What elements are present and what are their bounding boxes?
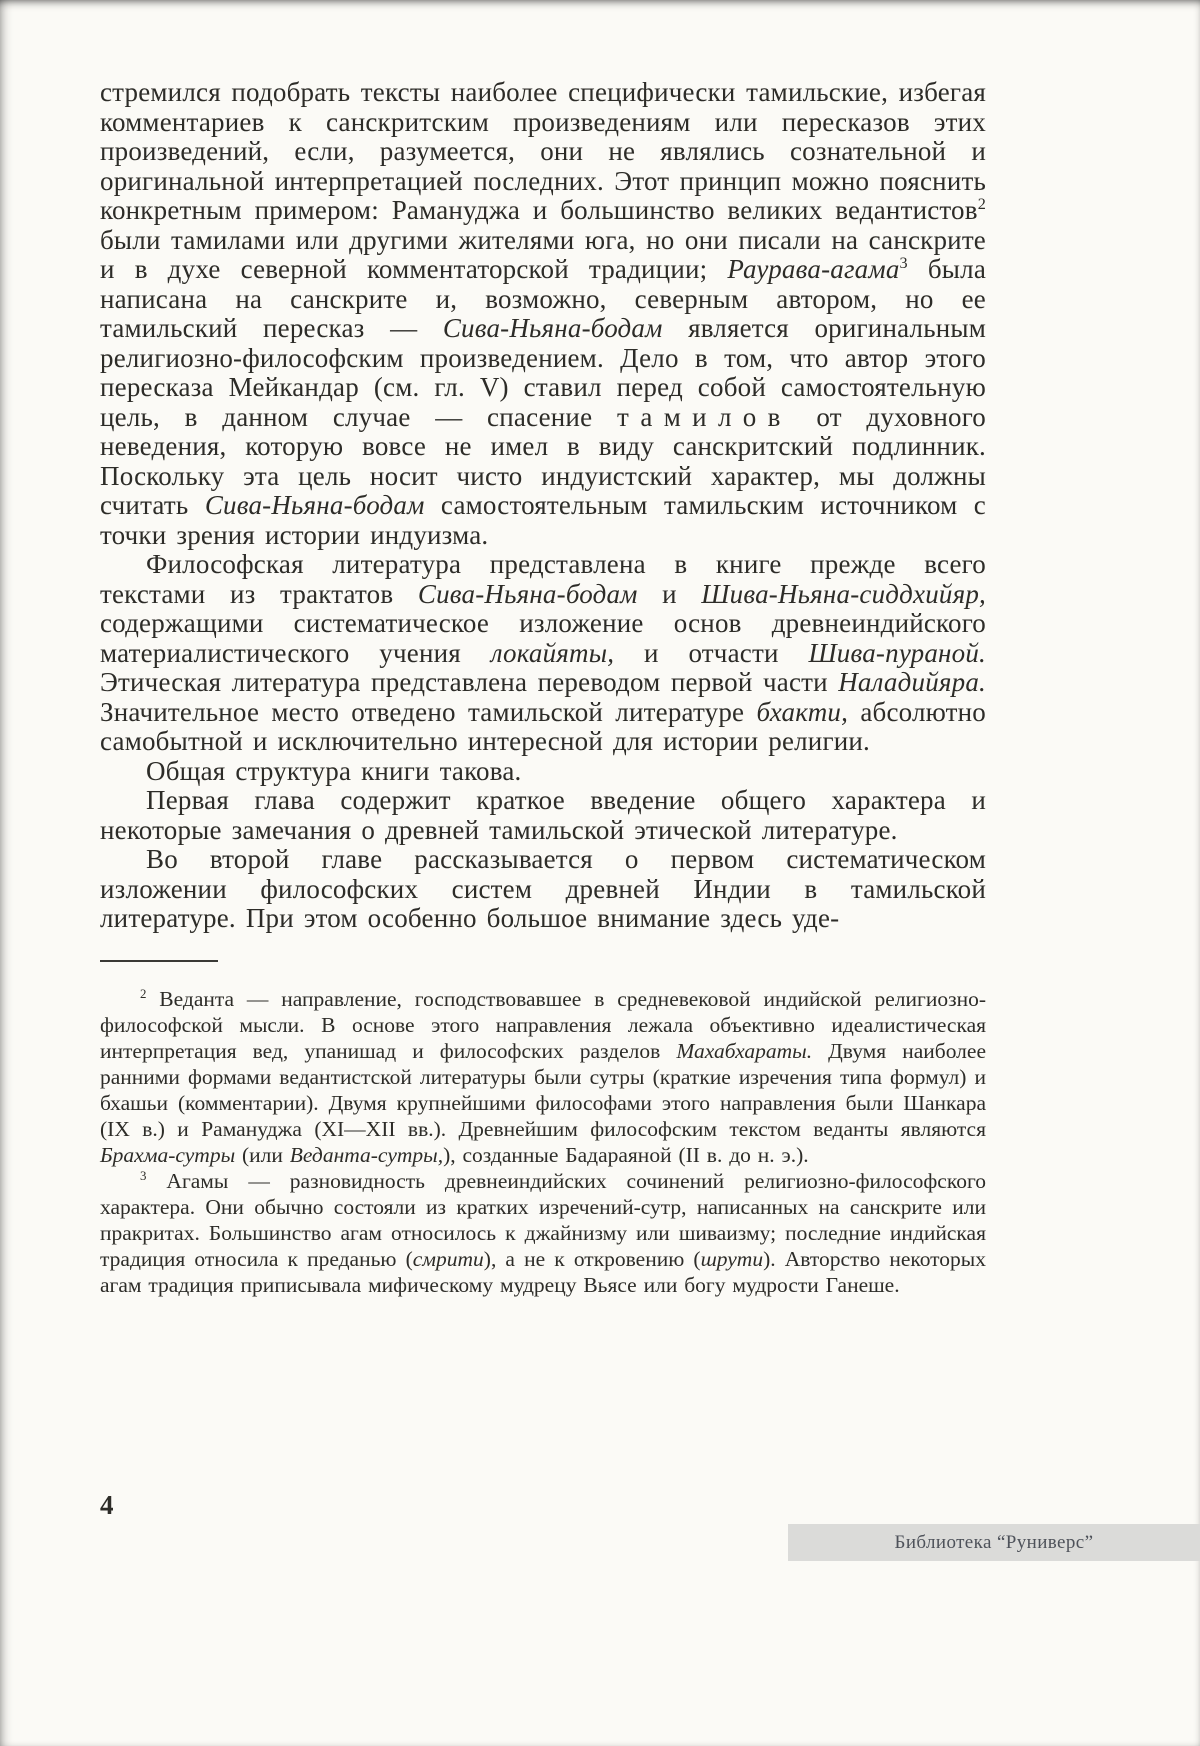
italic-text: Раурава-агама: [727, 254, 900, 284]
footnote-separator: [100, 960, 218, 962]
page-number: 4: [100, 1490, 114, 1520]
text-run: является оригинальным религиозно-философским произведением. Дело в том, что автор этого пересказа Мейкандар (см. гл. V) ставил перед собой самостоятельную цель, в данном случае — спасение: [100, 313, 986, 432]
main-text: [100, 78, 986, 934]
paragraph: [100, 845, 986, 934]
footnote-marker: 2: [140, 986, 147, 1001]
watermark-strip: [788, 1524, 1200, 1561]
footnote-ref: 3: [899, 254, 908, 272]
text-run: Философская литература представлена в книге прежде всего текстами из трактатов: [100, 549, 986, 609]
text-run: и отчасти: [614, 637, 809, 668]
text-run: стремился подобрать тексты наиболее специфически тамильские, избегая комментариев к санскритским произведениям или пересказов этих произведений, если, разумеется, они не являлись сознательной и оригинальной интерпретацией последних. Этот принцип можно пояснить конкретным примером: Рамануджа и большинство великих ведантистов: [100, 77, 986, 225]
text-run: и: [637, 578, 702, 609]
text-run: была написана на санскрите и, возможно, северным автором, но ее тамильский пересказ —: [100, 254, 987, 343]
text-run: Веданта — направление, господствовавшее в средневековой индийской религиозно-философской мысли. В основе этого направления лежала объективно идеалистическая интерпретация вед, упанишад и философских разделов: [100, 986, 986, 1063]
italic-text: Сива-Ньяна-бодам: [442, 313, 663, 343]
italic-text: шрути: [700, 1246, 764, 1271]
letterspaced-text: тамилов: [616, 401, 792, 432]
text-run: абсолютно самобытной и исключительно интересной для истории религии.: [100, 696, 987, 756]
italic-text: Сива-Ньяна-бодам: [204, 490, 425, 520]
italic-text: Веданта-сутры,: [289, 1142, 444, 1167]
footnotes: [100, 986, 986, 1298]
italic-text: Сива-Ньяна-бодам: [417, 578, 638, 609]
paragraph: [100, 786, 986, 845]
italic-text: Наладийяра.: [838, 667, 986, 697]
text-column: [100, 78, 986, 1298]
text-run: самостоятельным тамильским источником с точки зрения истории индуизма.: [100, 490, 986, 550]
text-run: Этическая литература представлена переводом первой части: [100, 667, 839, 697]
italic-text: Шива-Ньяна-сиддхийяр,: [701, 578, 986, 609]
text-run: Во второй главе рассказывается о первом систематическом изложении философских систем древней Индии в тамильской литературе. При этом особенно большое внимание здесь уде-: [100, 844, 986, 933]
footnote: [100, 986, 986, 1168]
italic-text: Брахма-сутры: [100, 1142, 236, 1167]
text-run: содержащими систематическое изложение основ древнеиндийского материалистического учения: [100, 608, 986, 668]
text-run: были тамилами или другими жителями юга, но они писали на санскрите и в духе северной комментаторской традиции;: [100, 224, 986, 284]
text-run: (или: [235, 1142, 290, 1167]
italic-text: Махабхараты.: [676, 1038, 813, 1063]
footnote: [100, 1168, 986, 1298]
text-run: ). Авторство некоторых агам традиция приписывала мифическому мудрецу Вьясе или богу мудрости Ганеше.: [100, 1246, 986, 1297]
text-run: Агамы — разновидность древнеиндийских сочинений религиозно-философского характера. Они обычно состояли из кратких изречений-сутр, написанных на санскрите или пракритах. Большинство агам относилось к джайнизму или шиваизму; последние индийская традиция относила к преданью (: [100, 1168, 986, 1271]
italic-text: бхакти,: [756, 696, 849, 727]
text-run: Значительное место отведено тамильской литературе: [100, 696, 757, 727]
text-run: от духовного неведения, которую вовсе не имел в виду санскритский подлинник. Поскольку эта цель носит чисто индуистский характер, мы должны считать: [100, 401, 986, 520]
text-run: Общая структура книги такова.: [146, 755, 522, 786]
text-run: ), созданные Бадараяной (II в. до н. э.).: [443, 1142, 809, 1167]
italic-text: смрити: [412, 1246, 484, 1271]
paragraph: [100, 550, 986, 757]
footnote-marker: 3: [140, 1168, 147, 1183]
italic-text: локайяты,: [490, 637, 615, 668]
italic-text: Шива-пураной.: [808, 637, 986, 668]
text-run: ), а не к откровению (: [483, 1246, 701, 1271]
text-run: Первая глава содержит краткое введение общего характера и некоторые замечания о древней тамильской этической литературе.: [100, 785, 986, 845]
text-run: Двумя наиболее ранними формами ведантистской литературы были сутры (краткие изречения типа формул) и бхашьи (комментарии). Двумя крупнейшими философами этого направления были Шанкара (IX в.) и Рамануджа (XI—XII вв.). Древнейшим философским текстом веданты являются: [100, 1038, 986, 1141]
watermark-text: Библиотека “Руниверс”: [894, 1531, 1094, 1553]
paragraph: [100, 757, 986, 787]
footnote-ref: 2: [977, 195, 986, 213]
paragraph: [100, 78, 986, 550]
